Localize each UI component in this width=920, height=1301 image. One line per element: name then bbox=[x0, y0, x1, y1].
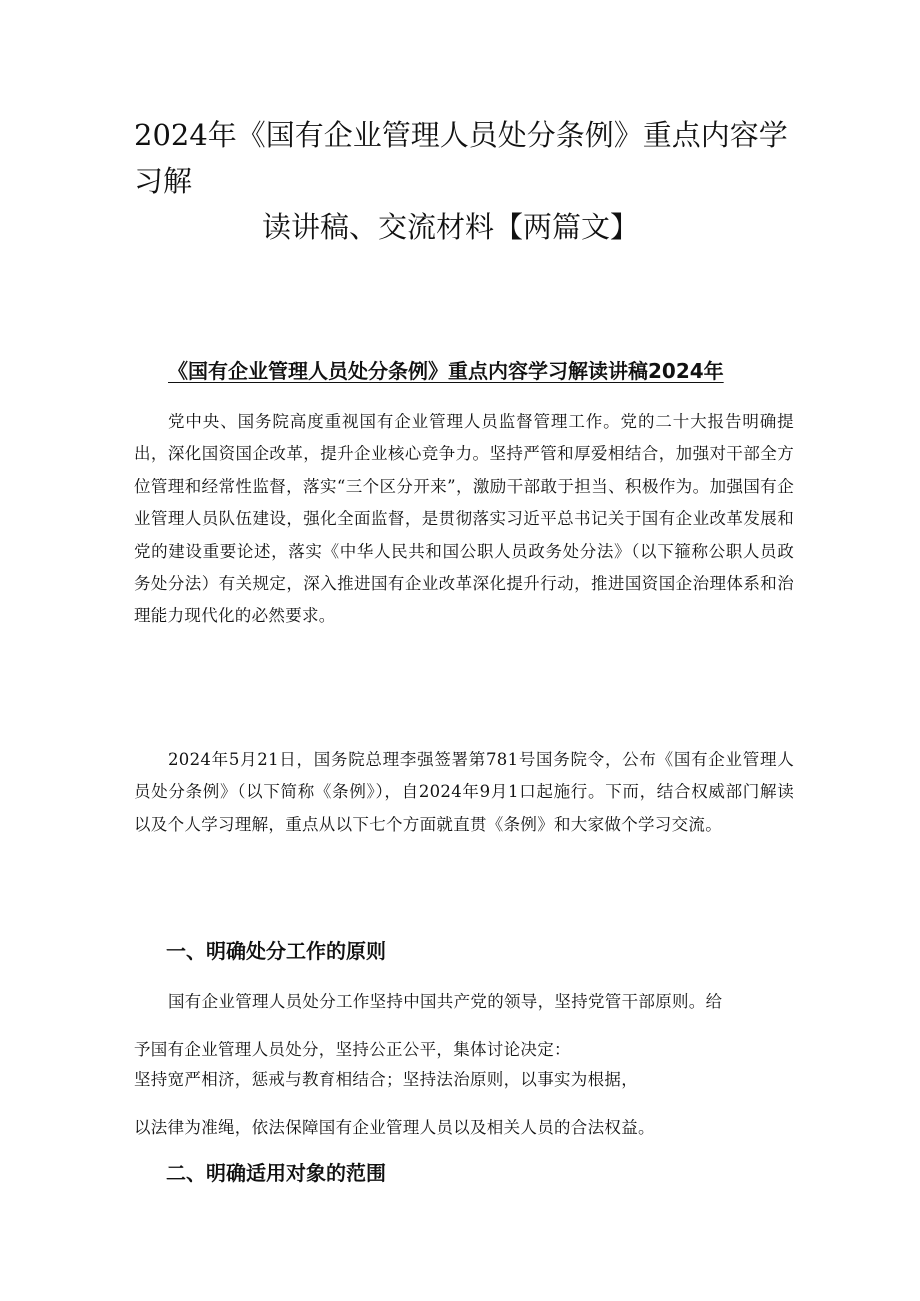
principles-line-3: 坚持宽严相济，惩戒与教育相结合；坚持法治原则，以事实为根据， bbox=[134, 1070, 638, 1089]
principles-line-2: 予国有企业管理人员处分，坚持公正公平，集体讨论决定： bbox=[134, 1040, 571, 1059]
document-title-line2: 读讲稿、交流材料【两篇文】 bbox=[262, 210, 640, 244]
intro-paragraph: 党中央、国务院高度重视国有企业管理人员监督管理工作。党的二十大报告明确提出，深化国资国企改革，提升企业核心竞争力。坚持严管和厚爱相结合，加强对干部全方位管理和经常性监督，落实“三个区分开来”，激励干部敢于担当、积极作为。加强国有企业管理人员队伍建设，强化全面监督，是贯彻落实习近平总书记关于国有企业改革发展和党的建设重要论述，落实《中华人民共和国公职人员政务处分法》（以下箍称公职人员政务处分法）有关规定，深入推进国有企业改革深化提升行动，推进国资国企治理体系和治理能力现代化的必然要求。 bbox=[134, 412, 794, 626]
heading-scope: 二、明确适用对象的范围 bbox=[166, 1161, 386, 1185]
document-title-line1: 2024年《国有企业管理人员处分条例》重点内容学习解 bbox=[134, 118, 788, 198]
principles-line-1: 国有企业管理人员处分工作坚持中国共产党的领导，坚持党管干部原则。给 bbox=[168, 992, 723, 1011]
decree-paragraph: 2024年5月21日，国务院总理李强签署第781号国务院令，公布《国有企业管理人员处分条例》（以下简称《条例》），自2024年9月1口起施行。下而，结合权威部门解读以及个人学习理解，重点从以下七个方面就直贯《条例》和大家做个学习交流。 bbox=[134, 750, 794, 834]
document-title bbox=[134, 112, 814, 250]
principles-line-4: 以法律为准绳，依法保障国有企业管理人员以及相关人员的合法权益。 bbox=[134, 1118, 655, 1137]
heading-principles: 一、明确处分工作的原则 bbox=[166, 939, 386, 963]
section-title: 《国有企业管理人员处分条例》重点内容学习解读讲稿2024年 bbox=[168, 359, 724, 383]
